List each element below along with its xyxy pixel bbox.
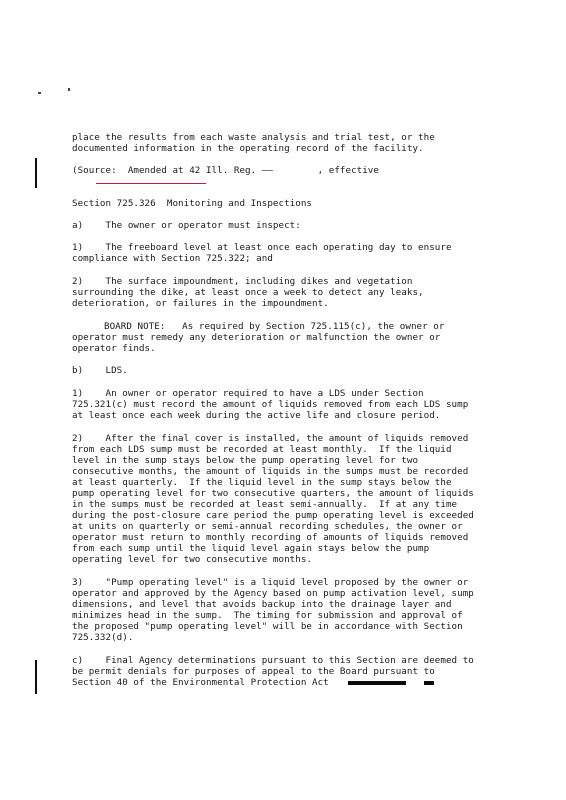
text-line: during the post-closure care period the pump operating level is exceeded bbox=[72, 510, 474, 521]
text-line: operator finds. bbox=[72, 343, 156, 354]
scan-speck bbox=[68, 88, 70, 91]
text-line: at units on quarterly or semi-annual recording schedules, the owner or bbox=[72, 521, 463, 532]
text-line: b) LDS. bbox=[72, 365, 128, 376]
text-line: 725.332(d). bbox=[72, 632, 134, 643]
text-line: pump operating level for two consecutive quarters, the amount of liquids bbox=[72, 488, 474, 499]
source-note: (Source: Amended at 42 Ill. Reg. —— , effective bbox=[72, 165, 379, 176]
text-line: 725.321(c) must record the amount of liquids removed from each LDS sump bbox=[72, 399, 469, 410]
text-line: in the sumps must be recorded at least semi-annually. If at any time bbox=[72, 499, 458, 510]
text-line: minimizes head in the sump. The timing for submission and approval of bbox=[72, 610, 463, 621]
redaction-mark bbox=[348, 681, 406, 685]
text-line: at least once each week during the active life and closure period. bbox=[72, 410, 441, 421]
text-line: 2) The surface impoundment, including dikes and vegetation bbox=[72, 276, 413, 287]
revision-bar bbox=[35, 660, 37, 694]
revision-bar bbox=[35, 158, 37, 188]
text-line: the proposed "pump operating level" will be in accordance with Section bbox=[72, 621, 463, 632]
text-line: be permit denials for purposes of appeal to the Board pursuant to bbox=[72, 666, 435, 677]
text-line: 1) The freeboard level at least once each operating day to ensure bbox=[72, 242, 452, 253]
text-line: documented information in the operating record of the facility. bbox=[72, 143, 424, 154]
text-line: deterioration, or failures in the impoundment. bbox=[72, 298, 329, 309]
text-line: a) The owner or operator must inspect: bbox=[72, 220, 301, 231]
text-line: operator must return to monthly recording of amounts of liquids removed bbox=[72, 532, 469, 543]
board-note: BOARD NOTE: As required by Section 725.115(c), the owner or bbox=[104, 321, 445, 332]
text-line: compliance with Section 725.322; and bbox=[72, 253, 273, 264]
scan-speck bbox=[38, 92, 41, 94]
redaction-mark bbox=[424, 681, 434, 685]
text-line: level in the sump stays below the pump operating level for two bbox=[72, 455, 419, 466]
text-line: 1) An owner or operator required to have a LDS under Section bbox=[72, 388, 424, 399]
text-line: from each LDS sump must be recorded at least monthly. If the liquid bbox=[72, 444, 452, 455]
text-line: from each sump until the liquid level again stays below the pump bbox=[72, 543, 430, 554]
text-line: at least quarterly. If the liquid level in the sump stays below the bbox=[72, 477, 452, 488]
text-line: operating level for two consecutive months. bbox=[72, 554, 312, 565]
text-line: consecutive months, the amount of liquids in the sumps must be recorded bbox=[72, 466, 469, 477]
text-line: operator must remedy any deterioration or malfunction the owner or bbox=[72, 332, 441, 343]
text-line: operator and approved by the Agency based on pump activation level, sump bbox=[72, 588, 474, 599]
text-line: Section 40 of the Environmental Protection Act bbox=[72, 677, 329, 688]
text-line: dimensions, and level that avoids backup into the drainage layer and bbox=[72, 599, 452, 610]
text-line: c) Final Agency determinations pursuant to this Section are deemed to bbox=[72, 655, 474, 666]
text-line: place the results from each waste analysis and trial test, or the bbox=[72, 132, 435, 143]
text-line: 2) After the final cover is installed, the amount of liquids removed bbox=[72, 433, 469, 444]
section-heading: Section 725.326 Monitoring and Inspections bbox=[72, 198, 312, 209]
text-line: surrounding the dike, at least once a week to detect any leaks, bbox=[72, 287, 424, 298]
underline-mark bbox=[96, 183, 206, 184]
text-line: 3) "Pump operating level" is a liquid level proposed by the owner or bbox=[72, 577, 469, 588]
